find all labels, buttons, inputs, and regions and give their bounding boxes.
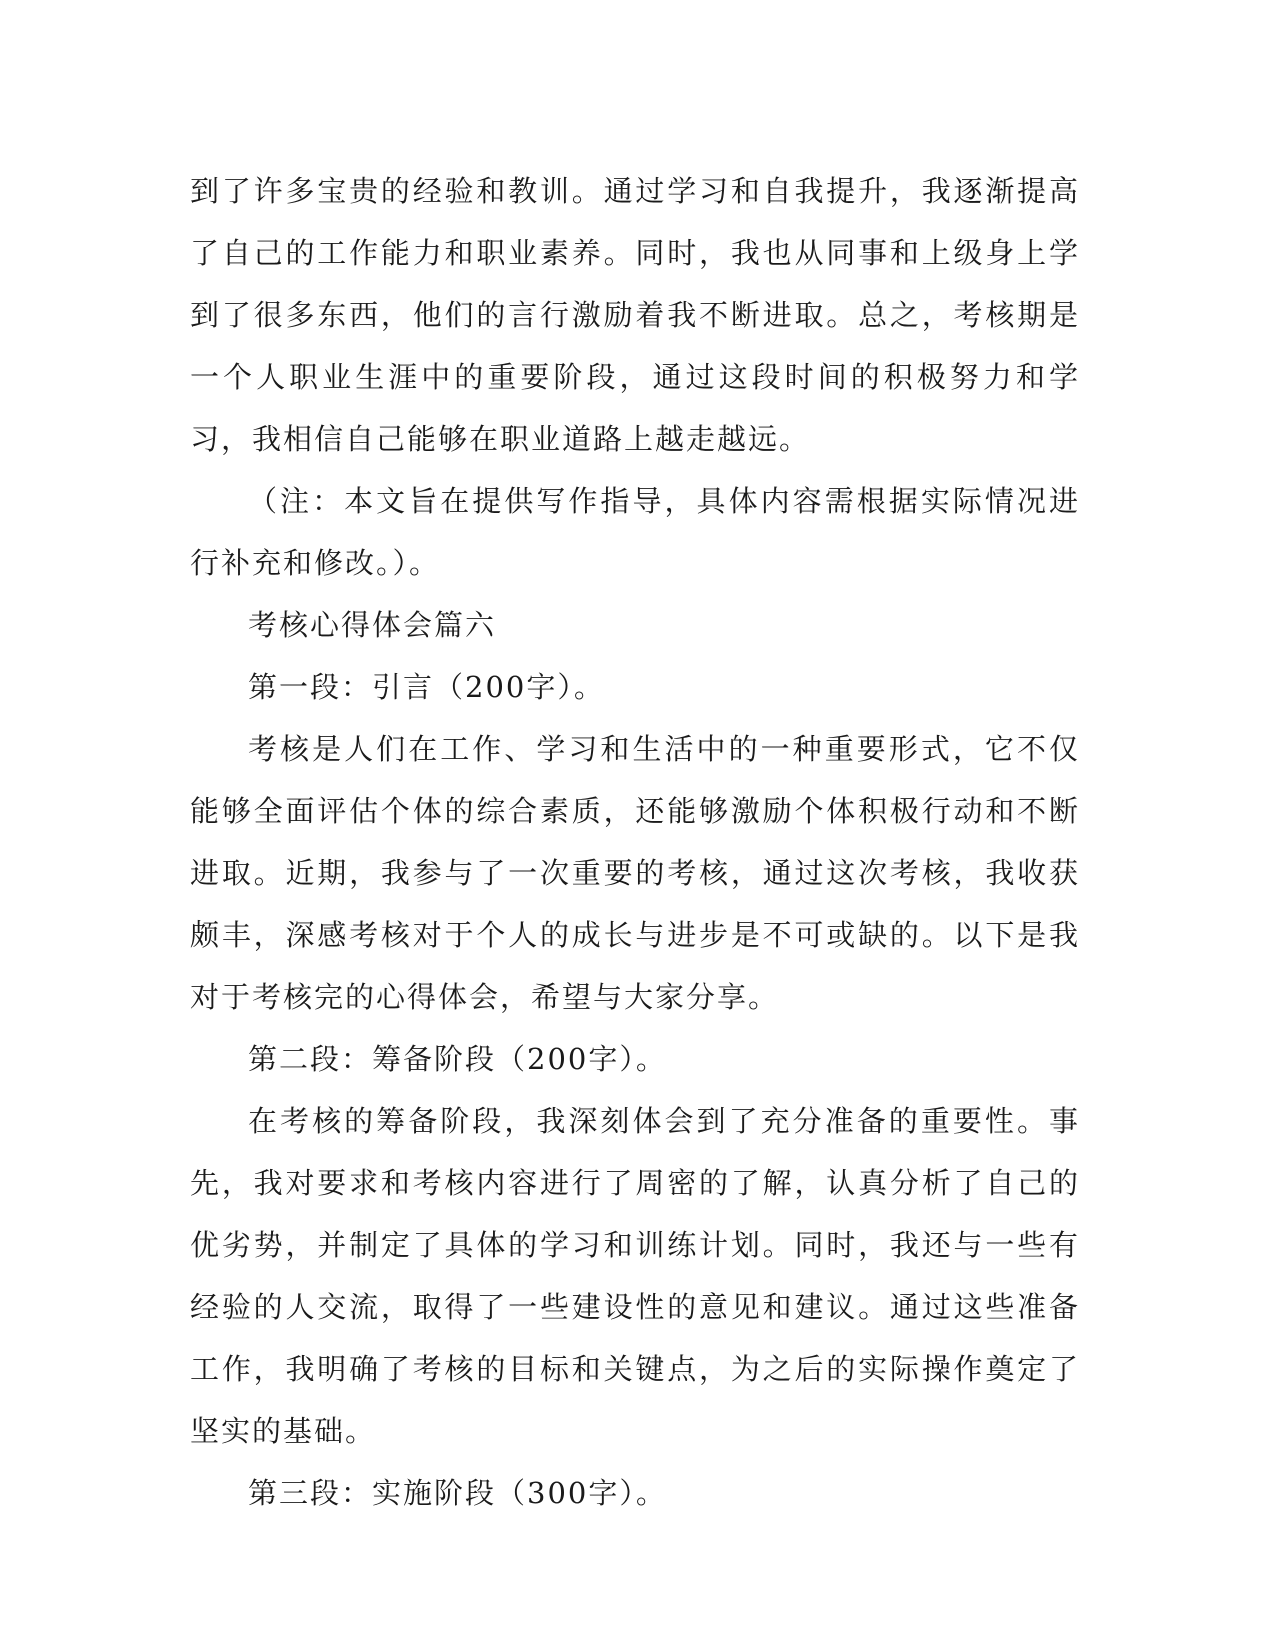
paragraph-preparation: 在考核的筹备阶段，我深刻体会到了充分准备的重要性。事先，我对要求和考核内容进行了周密的了解，认真分析了自己的优劣势，并制定了具体的学习和训练计划。同时，我还与一些有经验的人交流，取得了一些建设性的意见和建议。通过这些准备工作，我明确了考核的目标和关键点，为之后的实际操作奠定了坚实的基础。 — [190, 1104, 1080, 1448]
subheading-implementation: 第三段：实施阶段（300字）。 — [248, 1476, 667, 1510]
document-body — [190, 160, 1080, 1524]
paragraph-1: 到了许多宝贵的经验和教训。通过学习和自我提升，我逐渐提高了自己的工作能力和职业素养。同时，我也从同事和上级身上学到了很多东西，他们的言行激励着我不断进取。总之，考核期是一个人职业生涯中的重要阶段，通过这段时间的积极努力和学习，我相信自己能够在职业道路上越走越远。 — [190, 174, 1080, 456]
paragraph-note: （注：本文旨在提供写作指导，具体内容需根据实际情况进行补充和修改。）。 — [190, 484, 1080, 580]
section-heading: 考核心得体会篇六 — [248, 608, 497, 642]
paragraph-intro: 考核是人们在工作、学习和生活中的一种重要形式，它不仅能够全面评估个体的综合素质，还能够激励个体积极行动和不断进取。近期，我参与了一次重要的考核，通过这次考核，我收获颇丰，深感考核对于个人的成长与进步是不可或缺的。以下是我对于考核完的心得体会，希望与大家分享。 — [190, 732, 1080, 1014]
subheading-intro: 第一段：引言（200字）。 — [248, 670, 605, 704]
subheading-preparation: 第二段：筹备阶段（200字）。 — [248, 1042, 667, 1076]
